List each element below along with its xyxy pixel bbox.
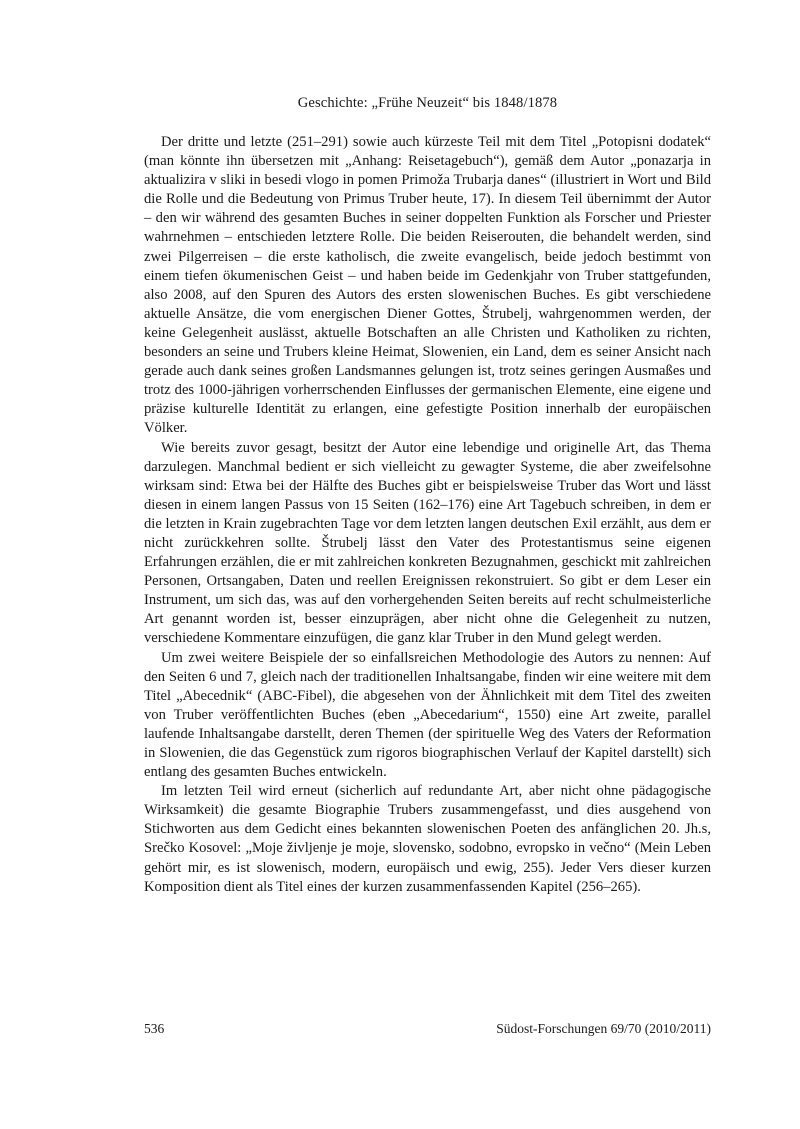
paragraph-1: Der dritte und letzte (251–291) sowie auch kürzeste Teil mit dem Titel „Potopisni dodatek“ (man könnte ihn übersetzen mit „Anhang: Reisetagebuch“), gemäß dem Autor „ponazarja in aktualizira v sliki in besedi vlogo in pomen Primoža Trubarja danes“ (illustriert in Wort und Bild die Rolle und die Bedeutung von Primus Truber heute, 17). In diesem Teil übernimmt der Autor – den wir während des gesamten Buches in seiner doppelten Funktion als Forscher und Priester wahrnehmen – entschieden letztere Rolle. Die beiden Reiserouten, die behandelt werden, sind zwei Pilgerreisen – die erste katholisch, die zweite evangelisch, beide jedoch bestimmt von einem tiefen ökumenischen Geist – und haben beide im Gedenkjahr von Truber stattgefunden, also 2008, auf den Spuren des Autors des ersten slowenischen Buches. Es gibt verschiedene aktuelle Ansätze, die vom energischen Diener Gottes, Štrubelj, wahrgenommen werden, der keine Gelegenheit auslässt, aktuelle Botschaften an alle Christen und Katholiken zu richten, besonders an seine und Trubers kleine Heimat, Slowenien, ein Land, dem es seiner Ansicht nach gerade auch dank seines großen Landsmannes gelungen ist, trotz seines geringen Ausmaßes und trotz des 1000-jährigen vorherrschenden Einflusses der germanischen Elemente, eine eigene und präzise kulturelle Identität zu erlangen, eine gefestigte Position innerhalb der europäischen Völker. (144, 134, 711, 437)
running-head: Geschichte: „Frühe Neuzeit“ bis 1848/1878 (297, 95, 558, 111)
paragraph-2: Wie bereits zuvor gesagt, besitzt der Autor eine lebendige und originelle Art, das Thema darzulegen. Manchmal bedient er sich vielleicht zu gewagter Systeme, die aber zweifelsohne wirksam sind: Etwa bei der Hälfte des Buches gibt er beispielsweise Truber das Wort und lässt diesen in einem langen Passus von 15 Seiten (162–176) eine Art Tagebuch schreiben, in dem er die letzten in Krain zugebrachten Tage vor dem letzten langen deutschen Exil erzählt, aus dem er nicht zurückkehren sollte. Štrubelj lässt den Vater des Protestantismus seine eigenen Erfahrungen erzählen, die er mit zahlreichen konkreten Bezugnahmen, geschickt mit zahlreichen Personen, Ortsangaben, Daten und reellen Ereignissen rekonstruiert. So gibt er dem Leser ein Instrument, um sich das, was auf den vorhergehenden Seiten bereits auf recht schulmeisterliche Art genannt worden ist, besser einzuprägen, aber nicht ohne die Gelegenheit zu nutzen, verschiedene Kommentare einzufügen, die ganz klar Truber in den Mund gelegt werden. (144, 439, 711, 647)
paragraph-4: Im letzten Teil wird erneut (sicherlich auf redundante Art, aber nicht ohne pädagogische Wirksamkeit) die gesamte Biographie Trubers zusammengefasst, und dies ausgehend von Stichworten aus dem Gedicht eines bekannten slowenischen Poeten des anfänglichen 20. Jh.s, Srečko Kosovel: „Moje življenje je moje, slovensko, sodobno, evropsko in večno“ (Mein Leben gehört mir, es ist slowenisch, modern, europäisch und ewig, 255). Jeder Vers dieser kurzen Komposition dient als Titel eines der kurzen zusammenfassenden Kapitel (256–265). (144, 783, 711, 895)
journal-citation: Südost-Forschungen 69/70 (2010/2011) (496, 1021, 711, 1036)
page-footer (144, 1019, 711, 1039)
body-text (144, 133, 711, 897)
paragraph-3: Um zwei weitere Beispiele der so einfallsreichen Methodologie des Autors zu nennen: Auf den Seiten 6 und 7, gleich nach der traditionellen Inhaltsangabe, finden wir eine weitere mit dem Titel „Abecednik“ (ABC-Fibel), die abgesehen von der Ähnlichkeit mit dem Titel des zweiten von Truber veröffentlichten Buches (eben „Abecedarium“, 1550) eine Art zweite, parallel laufende Inhaltsangabe darstellt, deren Themen (der spirituelle Weg des Vaters der Reformation in Slowenien, die das Gegenstück zum rigoros biographischen Verlauf der Kapitel darstellt) sich entlang des gesamten Buches entwickeln. (144, 649, 711, 781)
page-number: 536 (144, 1021, 165, 1036)
